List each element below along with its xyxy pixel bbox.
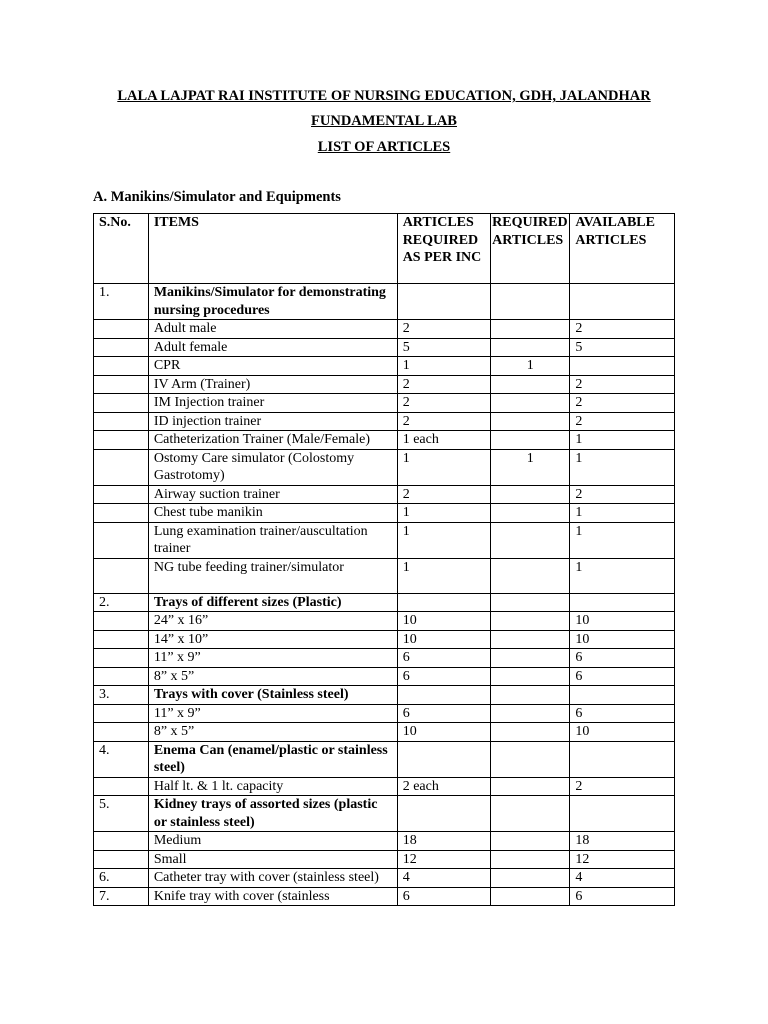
cell-inc: 1 bbox=[397, 504, 490, 523]
cell-sno: 2. bbox=[94, 593, 149, 612]
table-row bbox=[94, 431, 675, 450]
cell-inc: 6 bbox=[397, 649, 490, 668]
cell-sno bbox=[94, 485, 149, 504]
cell-required bbox=[491, 649, 570, 668]
column-header-items: ITEMS bbox=[148, 214, 397, 284]
table-row bbox=[94, 850, 675, 869]
cell-available: 2 bbox=[570, 412, 675, 431]
cell-required bbox=[491, 504, 570, 523]
cell-inc: 12 bbox=[397, 850, 490, 869]
cell-required: 1 bbox=[491, 449, 570, 485]
cell-required: 1 bbox=[491, 357, 570, 376]
cell-required bbox=[491, 522, 570, 558]
table-row bbox=[94, 412, 675, 431]
cell-item: 11” x 9” bbox=[148, 649, 397, 668]
cell-inc bbox=[397, 593, 490, 612]
cell-sno bbox=[94, 320, 149, 339]
cell-sno bbox=[94, 630, 149, 649]
cell-required bbox=[491, 869, 570, 888]
cell-inc: 10 bbox=[397, 630, 490, 649]
cell-required bbox=[491, 630, 570, 649]
cell-inc bbox=[397, 284, 490, 320]
cell-item: Chest tube manikin bbox=[148, 504, 397, 523]
cell-required bbox=[491, 394, 570, 413]
cell-available bbox=[570, 741, 675, 777]
cell-available: 6 bbox=[570, 667, 675, 686]
cell-item: Enema Can (enamel/plastic or stainless steel) bbox=[148, 741, 397, 777]
cell-required bbox=[491, 887, 570, 906]
cell-item: Airway suction trainer bbox=[148, 485, 397, 504]
cell-available: 10 bbox=[570, 630, 675, 649]
cell-item: Medium bbox=[148, 832, 397, 851]
cell-required bbox=[491, 284, 570, 320]
cell-sno bbox=[94, 612, 149, 631]
table-row bbox=[94, 832, 675, 851]
cell-available: 6 bbox=[570, 887, 675, 906]
cell-sno bbox=[94, 338, 149, 357]
cell-required bbox=[491, 832, 570, 851]
cell-available: 10 bbox=[570, 612, 675, 631]
cell-item: 14” x 10” bbox=[148, 630, 397, 649]
cell-inc: 1 bbox=[397, 449, 490, 485]
column-header-sno: S.No. bbox=[94, 214, 149, 284]
cell-required bbox=[491, 338, 570, 357]
cell-sno bbox=[94, 558, 149, 593]
table-row bbox=[94, 869, 675, 888]
cell-item: IM Injection trainer bbox=[148, 394, 397, 413]
table-category-row bbox=[94, 741, 675, 777]
cell-sno: 6. bbox=[94, 869, 149, 888]
cell-item: ID injection trainer bbox=[148, 412, 397, 431]
cell-available: 6 bbox=[570, 704, 675, 723]
cell-required bbox=[491, 850, 570, 869]
cell-inc: 18 bbox=[397, 832, 490, 851]
cell-available bbox=[570, 686, 675, 705]
cell-inc: 6 bbox=[397, 704, 490, 723]
table-category-row bbox=[94, 284, 675, 320]
cell-sno bbox=[94, 850, 149, 869]
cell-available: 2 bbox=[570, 394, 675, 413]
cell-available bbox=[570, 284, 675, 320]
cell-inc: 10 bbox=[397, 723, 490, 742]
cell-required bbox=[491, 412, 570, 431]
lab-title: FUNDAMENTAL LAB bbox=[311, 113, 457, 129]
table-row bbox=[94, 723, 675, 742]
cell-inc: 1 each bbox=[397, 431, 490, 450]
cell-inc bbox=[397, 686, 490, 705]
cell-item: Adult female bbox=[148, 338, 397, 357]
cell-item: Trays with cover (Stainless steel) bbox=[148, 686, 397, 705]
cell-sno bbox=[94, 667, 149, 686]
cell-inc: 2 bbox=[397, 412, 490, 431]
cell-inc: 2 bbox=[397, 375, 490, 394]
cell-item: Catheter tray with cover (stainless steel) bbox=[148, 869, 397, 888]
table-row bbox=[94, 704, 675, 723]
cell-sno bbox=[94, 504, 149, 523]
cell-inc: 10 bbox=[397, 612, 490, 631]
cell-inc: 6 bbox=[397, 887, 490, 906]
cell-sno: 7. bbox=[94, 887, 149, 906]
cell-sno: 5. bbox=[94, 796, 149, 832]
cell-item: Adult male bbox=[148, 320, 397, 339]
cell-item: Trays of different sizes (Plastic) bbox=[148, 593, 397, 612]
cell-available: 2 bbox=[570, 320, 675, 339]
cell-inc: 2 bbox=[397, 394, 490, 413]
cell-required bbox=[491, 796, 570, 832]
cell-item: 24” x 16” bbox=[148, 612, 397, 631]
cell-sno: 4. bbox=[94, 741, 149, 777]
cell-available: 18 bbox=[570, 832, 675, 851]
cell-sno bbox=[94, 431, 149, 450]
table-row bbox=[94, 320, 675, 339]
table-row bbox=[94, 338, 675, 357]
cell-required bbox=[491, 558, 570, 593]
cell-item: 11” x 9” bbox=[148, 704, 397, 723]
table-row bbox=[94, 630, 675, 649]
cell-available bbox=[570, 796, 675, 832]
articles-table bbox=[93, 213, 675, 906]
cell-item: Lung examination trainer/auscultation trainer bbox=[148, 522, 397, 558]
table-row bbox=[94, 522, 675, 558]
cell-item: Ostomy Care simulator (Colostomy Gastrotomy) bbox=[148, 449, 397, 485]
cell-required bbox=[491, 723, 570, 742]
column-header-required: REQUIRED ARTICLES bbox=[491, 214, 570, 284]
table-category-row bbox=[94, 686, 675, 705]
table-body bbox=[94, 284, 675, 906]
cell-available: 1 bbox=[570, 431, 675, 450]
cell-available: 6 bbox=[570, 649, 675, 668]
cell-sno bbox=[94, 704, 149, 723]
cell-sno bbox=[94, 357, 149, 376]
cell-item: CPR bbox=[148, 357, 397, 376]
cell-required bbox=[491, 485, 570, 504]
cell-available bbox=[570, 357, 675, 376]
column-header-inc: ARTICLES REQUIRED AS PER INC bbox=[397, 214, 490, 284]
cell-item: Knife tray with cover (stainless bbox=[148, 887, 397, 906]
cell-available bbox=[570, 593, 675, 612]
cell-sno bbox=[94, 449, 149, 485]
cell-required bbox=[491, 431, 570, 450]
cell-sno bbox=[94, 522, 149, 558]
cell-inc: 2 bbox=[397, 320, 490, 339]
table-row bbox=[94, 394, 675, 413]
institute-title: LALA LAJPAT RAI INSTITUTE OF NURSING EDUCATION, GDH, JALANDHAR bbox=[117, 88, 651, 104]
column-header-available: AVAILABLE ARTICLES bbox=[570, 214, 675, 284]
cell-sno bbox=[94, 832, 149, 851]
cell-inc: 4 bbox=[397, 869, 490, 888]
cell-item: IV Arm (Trainer) bbox=[148, 375, 397, 394]
table-row bbox=[94, 449, 675, 485]
cell-required bbox=[491, 777, 570, 796]
cell-available: 1 bbox=[570, 504, 675, 523]
cell-item: 8” x 5” bbox=[148, 723, 397, 742]
table-category-row bbox=[94, 796, 675, 832]
table-row bbox=[94, 485, 675, 504]
cell-required bbox=[491, 686, 570, 705]
cell-item: Small bbox=[148, 850, 397, 869]
cell-available: 1 bbox=[570, 449, 675, 485]
table-row bbox=[94, 504, 675, 523]
cell-inc: 1 bbox=[397, 357, 490, 376]
cell-item: 8” x 5” bbox=[148, 667, 397, 686]
cell-available: 2 bbox=[570, 375, 675, 394]
cell-inc: 5 bbox=[397, 338, 490, 357]
cell-required bbox=[491, 667, 570, 686]
table-category-row bbox=[94, 593, 675, 612]
cell-item: Manikins/Simulator for demonstrating nursing procedures bbox=[148, 284, 397, 320]
table-row bbox=[94, 667, 675, 686]
cell-required bbox=[491, 593, 570, 612]
cell-available: 1 bbox=[570, 522, 675, 558]
cell-required bbox=[491, 320, 570, 339]
table-row bbox=[94, 558, 675, 593]
cell-sno bbox=[94, 777, 149, 796]
cell-required bbox=[491, 704, 570, 723]
cell-available: 1 bbox=[570, 558, 675, 593]
cell-available: 2 bbox=[570, 485, 675, 504]
cell-sno: 1. bbox=[94, 284, 149, 320]
cell-available: 10 bbox=[570, 723, 675, 742]
cell-sno bbox=[94, 723, 149, 742]
section-title: A. Manikins/Simulator and Equipments bbox=[93, 189, 341, 205]
cell-inc: 1 bbox=[397, 522, 490, 558]
table-row bbox=[94, 649, 675, 668]
cell-inc bbox=[397, 741, 490, 777]
table-row bbox=[94, 612, 675, 631]
cell-inc bbox=[397, 796, 490, 832]
table-row bbox=[94, 777, 675, 796]
table-row bbox=[94, 357, 675, 376]
table-row bbox=[94, 887, 675, 906]
cell-required bbox=[491, 375, 570, 394]
table-header-row bbox=[94, 214, 675, 284]
cell-item: Half lt. & 1 lt. capacity bbox=[148, 777, 397, 796]
cell-item: NG tube feeding trainer/simulator bbox=[148, 558, 397, 593]
cell-available: 2 bbox=[570, 777, 675, 796]
cell-available: 12 bbox=[570, 850, 675, 869]
cell-item: Kidney trays of assorted sizes (plastic or stainless steel) bbox=[148, 796, 397, 832]
cell-available: 4 bbox=[570, 869, 675, 888]
cell-sno: 3. bbox=[94, 686, 149, 705]
cell-inc: 2 each bbox=[397, 777, 490, 796]
table-row bbox=[94, 375, 675, 394]
cell-sno bbox=[94, 412, 149, 431]
cell-inc: 1 bbox=[397, 558, 490, 593]
cell-sno bbox=[94, 375, 149, 394]
cell-available: 5 bbox=[570, 338, 675, 357]
cell-item: Catheterization Trainer (Male/Female) bbox=[148, 431, 397, 450]
cell-inc: 6 bbox=[397, 667, 490, 686]
cell-required bbox=[491, 612, 570, 631]
list-title: LIST OF ARTICLES bbox=[317, 139, 451, 155]
cell-required bbox=[491, 741, 570, 777]
cell-sno bbox=[94, 394, 149, 413]
cell-sno bbox=[94, 649, 149, 668]
cell-inc: 2 bbox=[397, 485, 490, 504]
